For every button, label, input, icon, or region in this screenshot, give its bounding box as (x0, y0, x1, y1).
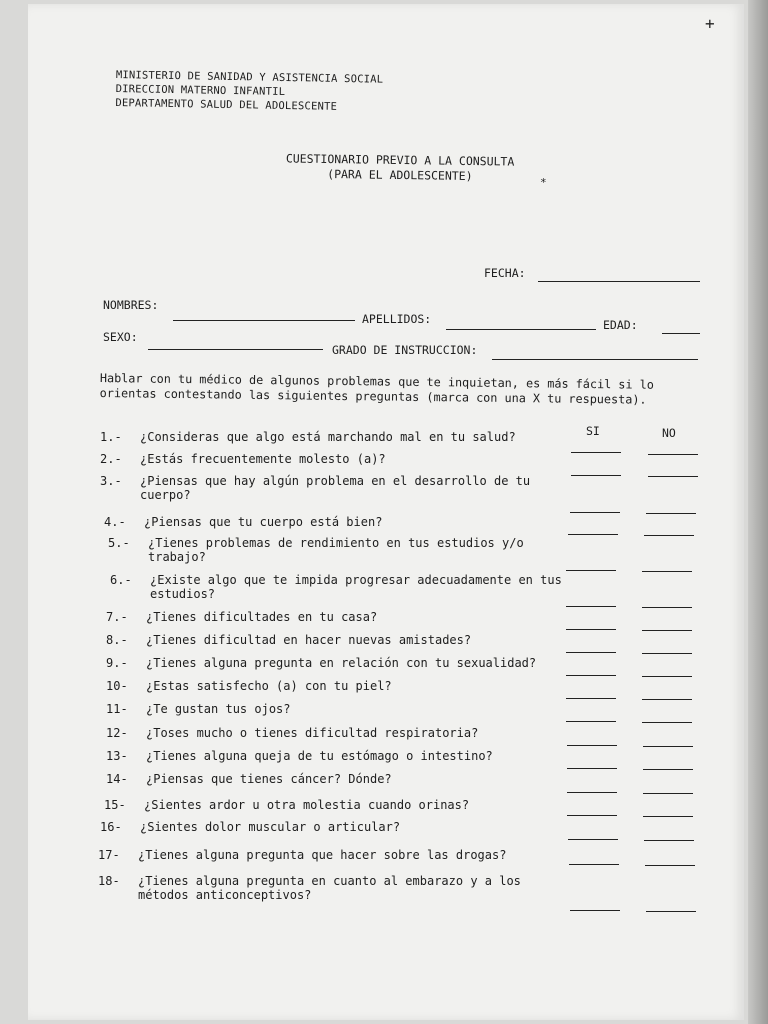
answer-no-line[interactable] (644, 535, 694, 536)
answer-no-line[interactable] (642, 653, 692, 654)
question-text: ¿Tienes dificultad en hacer nuevas amistades? (146, 633, 472, 647)
answer-si-line[interactable] (570, 910, 620, 911)
answer-no-line[interactable] (646, 911, 696, 912)
question-number: 12- (106, 726, 128, 740)
header-line-1: MINISTERIO DE SANIDAD Y ASISTENCIA SOCIAL (115, 68, 384, 86)
header-line-3: DEPARTAMENTO SALUD DEL ADOLESCENTE (115, 96, 338, 113)
answer-si-line[interactable] (566, 698, 616, 699)
question-number: 2.- (100, 452, 122, 466)
corner-mark: + (705, 14, 715, 33)
answer-si-line[interactable] (567, 768, 617, 769)
question-number: 11- (106, 702, 128, 716)
answer-si-line[interactable] (566, 721, 616, 722)
fecha-label: FECHA: (484, 266, 526, 280)
answer-si-line[interactable] (567, 792, 617, 793)
title-asterisk: * (540, 176, 547, 189)
answer-no-line[interactable] (642, 722, 692, 723)
answer-no-line[interactable] (643, 746, 693, 747)
apellidos-label: APELLIDOS: (362, 312, 432, 326)
si-column-header: SI (586, 424, 600, 438)
answer-no-line[interactable] (643, 769, 693, 770)
scan-edge-shadow (748, 0, 768, 1024)
answer-no-line[interactable] (648, 476, 698, 477)
answer-no-line[interactable] (644, 840, 694, 841)
question-text: ¿Estas satisfecho (a) con tu piel? (146, 679, 392, 693)
grado-field[interactable] (492, 359, 698, 360)
question-number: 17- (98, 848, 120, 862)
edad-field[interactable] (662, 333, 700, 334)
question-text: ¿Estás frecuentemente molesto (a)? (140, 452, 386, 466)
question-text: ¿Tienes alguna pregunta que hacer sobre las drogas? (138, 848, 507, 862)
answer-no-line[interactable] (642, 699, 692, 700)
question-text: ¿Toses mucho o tienes dificultad respiratoria? (146, 726, 479, 740)
answer-si-line[interactable] (566, 675, 616, 676)
question-number: 8.- (106, 633, 128, 647)
no-column-header: NO (662, 426, 676, 440)
question-text: ¿Piensas que tienes cáncer? Dónde? (146, 772, 392, 786)
question-number: 13- (106, 749, 128, 763)
sexo-field[interactable] (148, 349, 323, 350)
question-text: ¿Piensas que hay algún problema en el desarrollo de tu cuerpo? (140, 474, 531, 502)
answer-si-line[interactable] (568, 534, 618, 535)
answer-si-line[interactable] (566, 570, 616, 571)
question-number: 15- (104, 798, 126, 812)
fecha-field[interactable] (538, 281, 700, 282)
apellidos-field[interactable] (446, 329, 596, 330)
grado-label: GRADO DE INSTRUCCION: (332, 343, 478, 357)
nombres-field[interactable] (173, 320, 355, 321)
title-line-2: (PARA EL ADOLESCENTE) (327, 166, 473, 184)
ministry-header (115, 68, 383, 115)
title-line-1: CUESTIONARIO PREVIO A LA CONSULTA (285, 151, 515, 169)
answer-si-line[interactable] (567, 745, 617, 746)
question-number: 18- (98, 874, 120, 888)
question-number: 1.- (100, 430, 122, 444)
answer-si-line[interactable] (568, 839, 618, 840)
question-text: ¿Sientes ardor u otra molestia cuando orinas? (144, 798, 470, 812)
question-number: 5.- (108, 536, 130, 550)
question-number: 10- (106, 679, 128, 693)
answer-no-line[interactable] (642, 630, 692, 631)
question-text: ¿Tienes alguna queja de tu estómago o intestino? (146, 749, 493, 763)
answer-no-line[interactable] (648, 454, 698, 455)
question-number: 7.- (106, 610, 128, 624)
answer-si-line[interactable] (571, 452, 621, 453)
question-text: ¿Tienes problemas de rendimiento en tus estudios y/o trabajo? (148, 536, 524, 564)
sexo-label: SEXO: (103, 330, 138, 344)
answer-no-line[interactable] (643, 816, 693, 817)
question-number: 6.- (110, 573, 132, 587)
answer-no-line[interactable] (643, 793, 693, 794)
question-number: 4.- (104, 515, 126, 529)
answer-si-line[interactable] (566, 629, 616, 630)
document-title (270, 151, 530, 185)
answer-si-line[interactable] (567, 815, 617, 816)
answer-no-line[interactable] (642, 676, 692, 677)
question-text: ¿Tienes alguna pregunta en cuanto al embarazo y a los métodos anticonceptivos? (138, 874, 521, 902)
edad-label: EDAD: (603, 318, 638, 332)
header-line-2: DIRECCION MATERNO INFANTIL (115, 82, 286, 98)
answer-si-line[interactable] (566, 652, 616, 653)
question-text: ¿Piensas que tu cuerpo está bien? (144, 515, 383, 529)
answer-no-line[interactable] (645, 865, 695, 866)
answer-no-line[interactable] (646, 513, 696, 514)
nombres-label: NOMBRES: (103, 298, 159, 312)
question-text: ¿Sientes dolor muscular o articular? (140, 820, 401, 834)
question-text: ¿Tienes alguna pregunta en relación con tu sexualidad? (146, 656, 537, 670)
answer-si-line[interactable] (570, 512, 620, 513)
answer-si-line[interactable] (566, 606, 616, 607)
question-number: 9.- (106, 656, 128, 670)
question-text: ¿Consideras que algo está marchando mal en tu salud? (140, 430, 516, 444)
question-text: ¿Tienes dificultades en tu casa? (146, 610, 378, 624)
question-number: 14- (106, 772, 128, 786)
answer-si-line[interactable] (569, 864, 619, 865)
question-text: ¿Te gustan tus ojos? (146, 702, 291, 716)
answer-no-line[interactable] (642, 607, 692, 608)
answer-no-line[interactable] (642, 571, 692, 572)
question-text: ¿Existe algo que te impida progresar adecuadamente en tus estudios? (150, 573, 562, 601)
instructions-text: Hablar con tu médico de algunos problemas que te inquietan, es más fácil si lo orientas contestando las siguientes preguntas (marca con una X tu respuesta). (99, 371, 654, 407)
question-number: 16- (100, 820, 122, 834)
answer-si-line[interactable] (571, 475, 621, 476)
question-number: 3.- (100, 474, 122, 488)
